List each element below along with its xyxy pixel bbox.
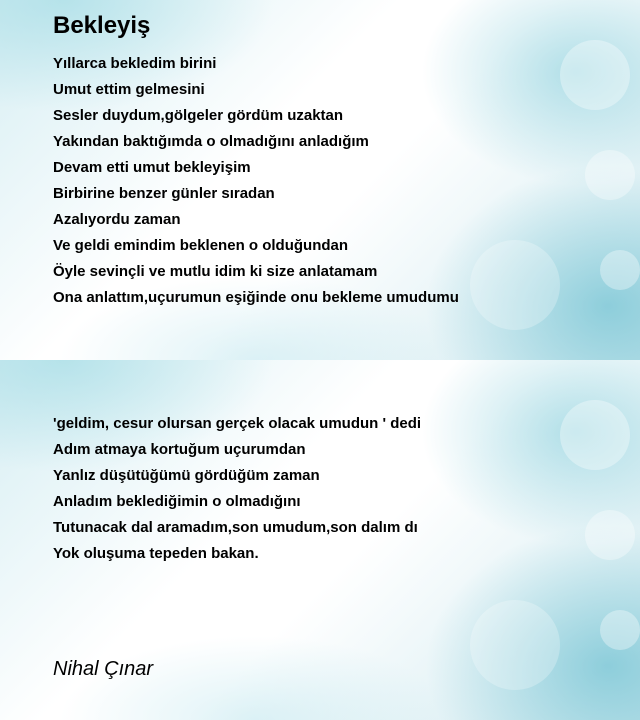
poem-line: Azalıyordu zaman xyxy=(53,211,181,228)
poem-line: Devam etti umut bekleyişim xyxy=(53,159,251,176)
poem-line: Sesler duydum,gölgeler gördüm uzaktan xyxy=(53,107,344,124)
bokeh-light xyxy=(585,150,635,200)
poem-line: Yanlız düşütüğümü gördüğüm zaman xyxy=(53,467,320,484)
stanza-2 xyxy=(53,411,421,567)
bokeh-light xyxy=(600,610,640,650)
poem-line: Tutunacak dal aramadım,son umudum,son dalım dı xyxy=(53,519,418,536)
poem-line: Umut ettim gelmesini xyxy=(53,81,205,98)
poem-line: Ve geldi emindim beklenen o olduğundan xyxy=(53,237,349,254)
poem-line: Ona anlattım,uçurumun eşiğinde onu bekleme umudumu xyxy=(53,289,459,306)
poem-line: Adım atmaya kortuğum uçurumdan xyxy=(53,441,306,458)
poem-line: Yıllarca bekledim birini xyxy=(53,55,217,72)
bokeh-light xyxy=(560,400,630,470)
bokeh-light xyxy=(585,510,635,560)
poem-line: Öyle sevinçli ve mutlu idim ki size anlatamam xyxy=(53,263,378,280)
poem-title: Bekleyiş xyxy=(53,12,151,39)
bokeh-light xyxy=(470,600,560,690)
bokeh-light xyxy=(470,240,560,330)
poem-line: 'geldim, cesur olursan gerçek olacak umudun ' dedi xyxy=(53,415,422,432)
poem-author: Nihal Çınar xyxy=(53,658,154,680)
stanza-1 xyxy=(53,51,459,311)
bokeh-light xyxy=(560,40,630,110)
bokeh-light xyxy=(600,250,640,290)
poem-line: Yakından baktığımda o olmadığını anladığım xyxy=(53,133,369,150)
poem-line: Yok oluşuma tepeden bakan. xyxy=(53,545,259,562)
poem-line: Birbirine benzer günler sıradan xyxy=(53,185,275,202)
poem-card-bottom xyxy=(0,360,640,720)
poem-line: Anladım beklediğimin o olmadığını xyxy=(53,493,301,510)
